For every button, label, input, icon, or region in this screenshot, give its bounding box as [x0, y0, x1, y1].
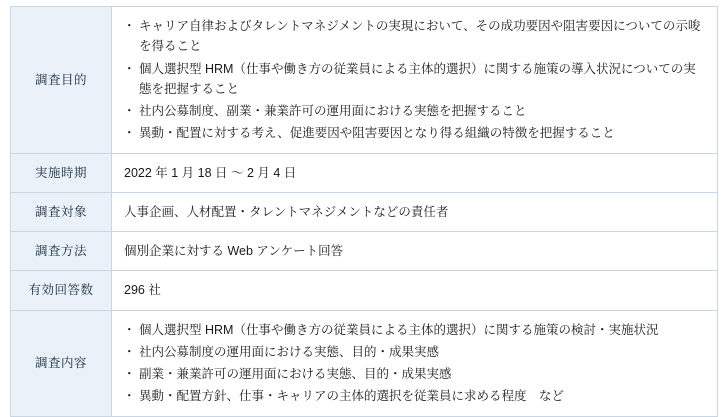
- target-text: 人事企画、人材配置・タレントマネジメントなどの責任者: [124, 204, 449, 219]
- list-item: ・ 異動・配置に対する考え、促進要因や阻害要因となり得る組織の特徴を把握すること: [124, 123, 705, 143]
- row-content-contents: [112, 310, 718, 416]
- period-text: 2022 年 1 月 18 日 〜 2 月 4 日: [124, 165, 297, 180]
- row-content-responses: [112, 271, 718, 310]
- row-content-purpose: [112, 7, 718, 154]
- list-item: ・ キャリア自律およびタレントマネジメントの実現において、その成功要因や阻害要因についての示唆を得ること: [124, 16, 705, 57]
- row-header-purpose: 調査目的: [11, 7, 112, 154]
- table-row: [11, 153, 718, 192]
- table-row: [11, 271, 718, 310]
- list-item: ・ 副業・兼業許可の運用面における実態、目的・成果実感: [124, 364, 705, 384]
- list-item: ・ 異動・配置方針、仕事・キャリアの主体的選択を従業員に求める程度 など: [124, 386, 705, 406]
- purpose-list: [124, 16, 705, 144]
- survey-overview-table: [10, 6, 718, 417]
- table-row: [11, 7, 718, 154]
- row-header-contents: 調査内容: [11, 310, 112, 416]
- row-content-target: [112, 192, 718, 231]
- row-header-responses: 有効回答数: [11, 271, 112, 310]
- row-header-target: 調査対象: [11, 192, 112, 231]
- list-item: ・ 社内公募制度の運用面における実態、目的・成果実感: [124, 342, 705, 362]
- method-text: 個別企業に対する Web アンケート回答: [124, 244, 344, 258]
- table-row: [11, 232, 718, 271]
- list-item: ・ 社内公募制度、副業・兼業許可の運用面における実態を把握すること: [124, 101, 705, 121]
- contents-list: [124, 320, 705, 407]
- row-header-method: 調査方法: [11, 232, 112, 271]
- row-content-method: [112, 232, 718, 271]
- row-header-period: 実施時期: [11, 153, 112, 192]
- row-content-period: [112, 153, 718, 192]
- list-item: ・ 個人選択型 HRM（仕事や働き方の従業員による主体的選択）に関する施策の検討・実施状況: [124, 320, 705, 340]
- responses-text: 296 社: [124, 283, 161, 298]
- table-row: [11, 310, 718, 416]
- table-row: [11, 192, 718, 231]
- list-item: ・ 個人選択型 HRM（仕事や働き方の従業員による主体的選択）に関する施策の導入状況についての実態を把握すること: [124, 59, 705, 100]
